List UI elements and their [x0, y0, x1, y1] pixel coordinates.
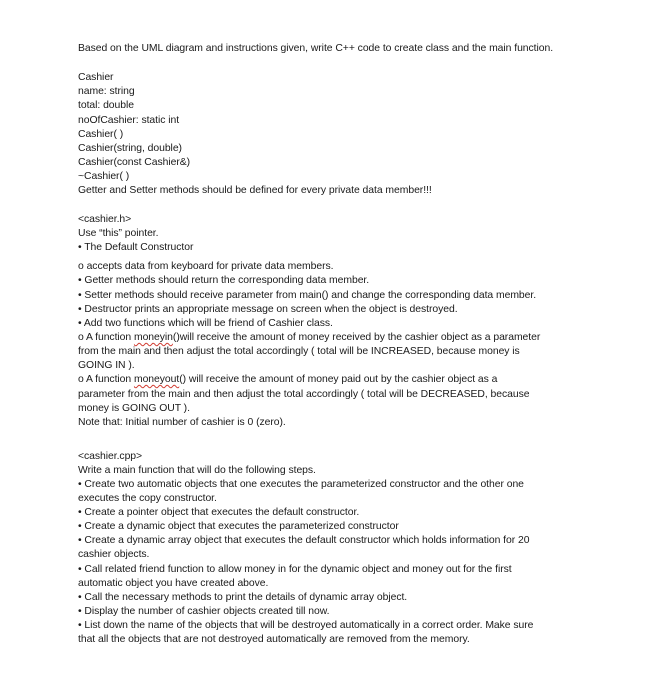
cpp-section-line: • Call the necessary methods to print the details of dynamic array object. [78, 592, 408, 603]
uml-class-name: Cashier [78, 72, 114, 83]
uml-member: name: string [78, 86, 135, 97]
uml-member: noOfCashier: static int [78, 115, 180, 126]
cpp-section-line: Write a main function that will do the following steps. [78, 465, 316, 476]
uml-member: Cashier( ) [78, 129, 124, 140]
uml-member: Cashier(string, double) [78, 143, 182, 154]
moneyout-line-2: parameter from the main and then adjust the total accordingly ( total will be DECREASED, because [78, 389, 530, 400]
header-section-line: • Destructor prints an appropriate message on screen when the object is destroyed. [78, 304, 458, 315]
uml-member: total: double [78, 100, 134, 111]
moneyout-function-name: moneyout [133, 374, 180, 385]
cpp-section-line: cashier objects. [78, 549, 150, 560]
cpp-section-line: automatic object you have created above. [78, 578, 269, 589]
moneyin-function-name: moneyin [133, 332, 173, 343]
cpp-section-line: executes the copy constructor. [78, 493, 217, 504]
intro-text: Based on the UML diagram and instructions given, write C++ code to create class and the main function. [78, 43, 554, 54]
header-section-line: • Setter methods should receive parameter from main() and change the corresponding data member. [78, 290, 537, 301]
cpp-section-line: • Call related friend function to allow money in for the dynamic object and money out for the first [78, 564, 512, 575]
header-section-line: • The Default Constructor [78, 242, 194, 253]
moneyin-line-2: from the main and then adjust the total accordingly ( total will be INCREASED, because money is [78, 346, 520, 357]
cpp-section-line: • Create a dynamic object that executes the parameterized constructor [78, 521, 399, 532]
cpp-section-title: <cashier.cpp> [78, 451, 143, 462]
cpp-section-line: • Create two automatic objects that one executes the parameterized constructor and the other one [78, 479, 524, 490]
header-section-line: • Getter methods should return the corresponding data member. [78, 275, 370, 286]
moneyout-line-3: money is GOING OUT ). [78, 403, 190, 414]
header-section-line: • Add two functions which will be friend of Cashier class. [78, 318, 333, 329]
header-section-line: o accepts data from keyboard for private data members. [78, 261, 334, 272]
uml-member: ~Cashier( ) [78, 171, 130, 182]
cpp-section-line: • Display the number of cashier objects created till now. [78, 606, 330, 617]
header-section-title: <cashier.h> [78, 214, 132, 225]
cpp-section-line: that all the objects that are not destroyed automatically are removed from the memory. [78, 634, 470, 645]
cpp-section-line: • List down the name of the objects that will be destroyed automatically in a correct order. Make sure [78, 620, 534, 631]
moneyin-line-1: o A function moneyin()will receive the amount of money received by the cashier object as a parameter [78, 332, 541, 343]
cpp-section-line: • Create a dynamic array object that executes the default constructor which holds information for 20 [78, 535, 530, 546]
header-section-note: Note that: Initial number of cashier is 0 (zero). [78, 417, 286, 428]
uml-member: Cashier(const Cashier&) [78, 157, 191, 168]
moneyout-line-1: o A function moneyout() will receive the amount of money paid out by the cashier object as a [78, 374, 498, 385]
header-section-line: Use “this” pointer. [78, 228, 159, 239]
cpp-section-line: • Create a pointer object that executes the default constructor. [78, 507, 360, 518]
uml-note: Getter and Setter methods should be defined for every private data member!!! [78, 185, 432, 196]
moneyin-line-3: GOING IN ). [78, 360, 135, 371]
